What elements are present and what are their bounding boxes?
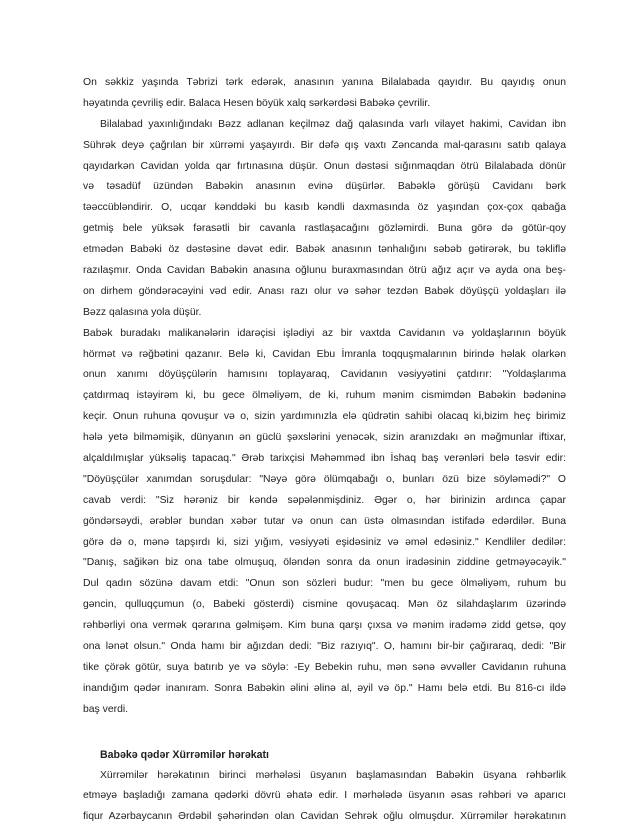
text-line: on dirhem göndərəcəyini vəd edir. Anası razı olur və səhər tezdən Babək döyüşçü yoldaşları ilə <box>83 282 566 303</box>
text-line: ona lənət olsun." Onda hamı bir ağızdan dedi: "Biz razıyıq". O, hamını bir-bir çağıraraq, dedi: "Bir <box>83 637 566 658</box>
text-line: "Döyüşçülər xanımdan soruşdular: "Nəyə görə ölümqabağı o, bunları özü bize söyləmədi?" O <box>83 470 566 491</box>
text-line: alçaldılmışlar yüksəliş tapacaq." Ərəb tarixçisi Məhəmməd ibn İshaq baş verənləri belə təsvir edir: <box>83 449 566 470</box>
paragraph-3 <box>83 324 566 721</box>
text-line: etmədən Babəki öz dəstəsine dəvət edir. Babək anasının tənhalığını səbəb gətirərək, bu təkliflə <box>83 240 566 261</box>
text-line: çatdırmaq istəyirəm ki, bu gece ölməliyəm, de ki, ruhum mənim cismimdən Babəkin bədəninə <box>83 386 566 407</box>
text-line: görə də o, mənə tapşırdı ki, sizi yığım, vəsiyyəti eşidəsiniz və əməl edəsiniz." Kendliler dedilər: <box>83 533 566 554</box>
document-page <box>83 73 566 828</box>
text-line: gəncin, qulluqçumun (o, Babeki gösterdi) cismine qovuşacaq. Mən öz silahdaşlarım üzərində <box>83 595 566 616</box>
text-line: Dul qadın sözünə davam etdi: "Onun son sözleri budur: "men bu gece ölməliyəm, ruhum bu <box>83 574 566 595</box>
text-line: Babək buradakı malikanələrin idarəçisi işlədiyi az bir vaxtda Cavidanın və yoldaşlarının böyük <box>83 324 566 345</box>
text-line: və təsadüf üzündən Babəkin anasının evinə düşürlər. Babəklə görüşü Cavidanı bərk <box>83 177 566 198</box>
text-line: cavab verdi: "Siz hərəniz bir kəndə səpələnmişdiniz. Əgər o, hər birinizin ardınca çapar <box>83 491 566 512</box>
text-line: Xürrəmilər hərəkatının birinci mərhələsi üsyanın başlamasından Babəkin üsyana rəhbərlik <box>83 766 566 787</box>
text-line: hələ yetə bilməmişik, dünyanın ən güclü şəxslərini yenəcək, sizin aranızdakı ən məğmunlar iftixar, <box>83 428 566 449</box>
paragraph-2 <box>83 115 566 324</box>
paragraph-4 <box>83 766 566 828</box>
text-line: göndərsəydi, ərəblər bundan xəbər tutar və onun can üstə olmasından istifadə edərdilər. Buna <box>83 512 566 533</box>
text-line: razılaşmır. Onda Cavidan Babəkin anasına oğlunu buraxmasından ötrü ağız açır və ayda ona beş- <box>83 261 566 282</box>
text-line: onun xanımı döyüşçülərin hamısını toplayaraq, Cavidanın vəsiyyətini çatdırır: "Yoldaşlarıma <box>83 365 566 386</box>
text-line: etməyə başladığı zamana qədərki dövrü əhatə edir. I mərhələdə üsyanın əsas rəhbəri və aparıcı <box>83 786 566 807</box>
text-line: baş verdi. <box>83 700 566 721</box>
text-line: təəccübləndirir. O, ucqar kənddəki bu kasıb kəndli daxmasında öz yaşından çox-çox qabağa <box>83 198 566 219</box>
text-line: inandığım qədər inanıram. Sonra Babəkin əlini əlinə al, əyil və öp." Hamı belə etdi. Bu 816-cı ildə <box>83 679 566 700</box>
text-line: hörmət və rəğbətini qazanır. Belə ki, Cavidan Ebu İmranla toqquşmalarının birində həlak olarkən <box>83 345 566 366</box>
text-line: Sührək deyə çağrılan bir xürrəmi yaşayırdı. Bir dəfə qış vaxtı Zəncanda mal-qarasını satıb qalaya <box>83 136 566 157</box>
text-line: həyatında çevriliş edir. Balaca Hesen böyük xalq sərkərdəsi Babəkə çevrilir. <box>83 94 566 115</box>
text-line: Bəzz qalasına yola düşür. <box>83 303 566 324</box>
text-line: fiqur Azərbaycanın Ərdəbil şəhərindən olan Cavidan Sehrək oğlu olmuşdur. Xürrəmilər hərəkatının <box>83 807 566 828</box>
text-line: keçir. Onun ruhuna qovuşur və o, sizin yardımınızla elə qüdrətin sahibi olacaq ki,bizim heç birimiz <box>83 407 566 428</box>
text-line: getmiş bele yüksək fərasətli bir cavanla rastlaşacağını gözləmirdi. Buna görə də götür-qoy <box>83 219 566 240</box>
section-heading: Babəkə qədər Xürrəmilər hərəkatı <box>83 745 566 766</box>
text-line: "Danış, sağikən biz ona tabe olmuşuq, öləndən sonra da onun iradəsinin ziddine getməyəcəyik." <box>83 553 566 574</box>
text-line: Bilalabad yaxınlığındakı Bəzz adlanan keçilməz dağ qalasında varlı vilayet hakimi, Cavidan ibn <box>83 115 566 136</box>
text-line: On səkkiz yaşında Təbrizi tərk edərək, anasının yanına Bilalabada qayıdır. Bu qayıdış onun <box>83 73 566 94</box>
text-line: qayıdarkən Cavidan yolda qar fırtınasına düşür. Onun dəstəsi sığınmaqdan ötrü Bilalabada dönür <box>83 157 566 178</box>
text-line: rəhbərliyi ona vermək qərarına gəlmişəm. Kim buna qarşı çıxsa və mənim iradəmə zidd getsə, qoy <box>83 616 566 637</box>
paragraph-1 <box>83 73 566 115</box>
text-line: tike çörək götür, suya batırıb ye və söylə: -Ey Bebekin ruhu, mən sənə əvvəller Cavidanın ruhuna <box>83 658 566 679</box>
section-gap <box>83 721 566 745</box>
